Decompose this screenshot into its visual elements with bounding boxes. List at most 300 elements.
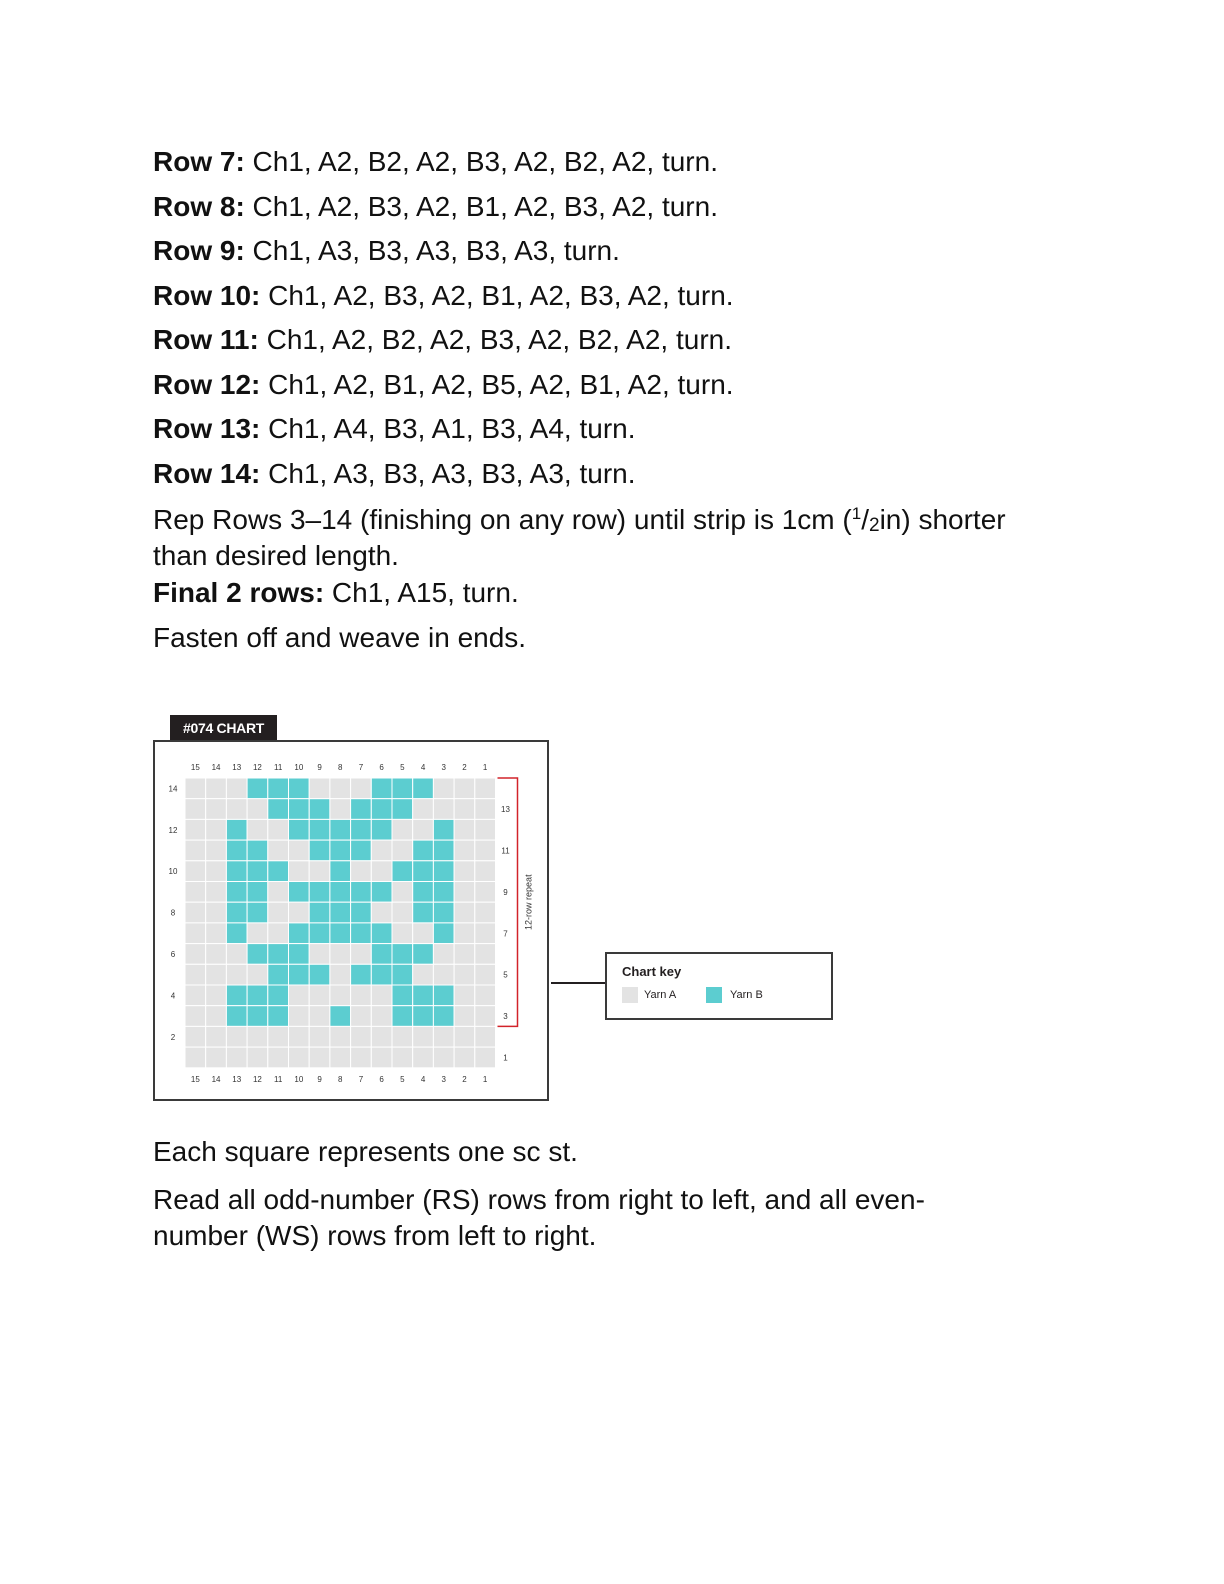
stitch-label-bottom: 2 <box>462 1074 467 1084</box>
chart-cell-yarn-a <box>371 985 392 1006</box>
stitch-label-bottom: 11 <box>273 1074 283 1084</box>
chart-cell-yarn-a <box>413 819 434 840</box>
chart-cell-yarn-b <box>392 944 413 965</box>
chart-cell-yarn-b <box>309 819 330 840</box>
row-instruction <box>153 229 1053 274</box>
chart-cell-yarn-a <box>289 1026 310 1047</box>
chart-cell-yarn-a <box>330 964 351 985</box>
stitch-label-bottom: 1 <box>482 1074 488 1084</box>
chart-cell-yarn-b <box>268 985 289 1006</box>
row-stitches: Ch1, A2, B3, A2, B1, A2, B3, A2, turn. <box>244 190 718 222</box>
stitch-label-top: 10 <box>294 763 304 772</box>
chart-cell-yarn-b <box>309 923 330 944</box>
row-label: Row 11: <box>153 324 259 355</box>
row-label: Row 13: <box>153 413 261 444</box>
stitch-label-top: 2 <box>462 763 467 772</box>
row-label-left: 6 <box>170 949 176 959</box>
chart-cell-yarn-b <box>247 840 268 861</box>
chart-cell-yarn-a <box>268 882 289 903</box>
row-label-right: 13 <box>501 805 510 815</box>
chart-cell-yarn-a <box>309 944 330 965</box>
chart-cell-yarn-b <box>289 923 310 944</box>
chart-cell-yarn-b <box>309 902 330 923</box>
chart-cell-yarn-a <box>268 923 289 944</box>
chart-cell-yarn-a <box>351 861 372 882</box>
chart-cell-yarn-b <box>371 778 392 799</box>
chart-cell-yarn-a <box>392 923 413 944</box>
row-label: Row 10: <box>153 279 261 311</box>
chart-cell-yarn-b <box>392 861 413 882</box>
row-label: Row 7: <box>153 146 245 177</box>
chart-cell-yarn-a <box>185 964 206 985</box>
stitch-label-bottom: 13 <box>232 1074 242 1084</box>
chart-cell-yarn-a <box>206 1026 227 1047</box>
chart-cell-yarn-a <box>351 1026 372 1047</box>
row-instruction <box>153 407 1053 452</box>
stitch-label-bottom: 15 <box>190 1074 200 1084</box>
chart-cell-yarn-a <box>454 840 475 861</box>
chart-cell-yarn-a <box>206 944 227 965</box>
repeat-instruction <box>153 502 1033 574</box>
chart-cell-yarn-b <box>413 840 434 861</box>
chart-cell-yarn-a <box>351 1047 372 1068</box>
stitch-label-bottom: 14 <box>211 1074 221 1084</box>
chart-cell-yarn-a <box>433 964 454 985</box>
repeat-text-end: in) shorter than desired length. <box>153 504 1006 571</box>
chart-cell-yarn-a <box>475 944 496 965</box>
row-label-left: 12 <box>168 825 178 835</box>
chart-cell-yarn-b <box>330 840 351 861</box>
chart-cell-yarn-a <box>454 944 475 965</box>
chart-cell-yarn-b <box>413 861 434 882</box>
chart-cell-yarn-a <box>309 1047 330 1068</box>
chart-cell-yarn-b <box>226 861 247 882</box>
chart-cell-yarn-a <box>185 923 206 944</box>
chart-cell-yarn-a <box>371 1006 392 1027</box>
chart-cell-yarn-a <box>309 778 330 799</box>
fraction-numerator: 1 <box>851 504 862 523</box>
chart-cell-yarn-b <box>433 923 454 944</box>
chart-cell-yarn-a <box>330 778 351 799</box>
chart-cell-yarn-a <box>206 985 227 1006</box>
chart-cell-yarn-a <box>433 1047 454 1068</box>
reading-direction-note: Read all odd-number (RS) rows from right to left, and all even-number (WS) rows from left to right. <box>153 1184 925 1251</box>
chart-cell-yarn-a <box>330 1026 351 1047</box>
chart-cell-yarn-a <box>413 1047 434 1068</box>
chart-cell-yarn-a <box>206 840 227 861</box>
row-instruction <box>153 363 1053 408</box>
repeat-bracket <box>498 778 518 1026</box>
chart-cell-yarn-b <box>433 985 454 1006</box>
chart-cell-yarn-b <box>226 882 247 903</box>
row-stitches: Ch1, A2, B1, A2, B5, A2, B1, A2, turn. <box>260 368 734 400</box>
chart-cell-yarn-a <box>475 778 496 799</box>
chart-cell-yarn-b <box>413 1006 434 1027</box>
stitch-label-top: 15 <box>190 763 200 772</box>
chart-cell-yarn-b <box>351 882 372 903</box>
chart-cell-yarn-b <box>268 944 289 965</box>
chart-cell-yarn-a <box>454 778 475 799</box>
chart-cell-yarn-b <box>351 819 372 840</box>
chart-cell-yarn-a <box>475 902 496 923</box>
chart-cell-yarn-a <box>185 985 206 1006</box>
chart-cell-yarn-a <box>475 1047 496 1068</box>
chart-cell-yarn-b <box>226 902 247 923</box>
row-label: Row 14: <box>153 457 261 489</box>
chart-cell-yarn-a <box>185 799 206 820</box>
chart-cell-yarn-a <box>268 1026 289 1047</box>
chart-cell-yarn-a <box>268 1047 289 1068</box>
chart-cell-yarn-a <box>268 819 289 840</box>
row-label-right: 3 <box>503 1012 508 1022</box>
chart-cell-yarn-a <box>392 840 413 861</box>
colorwork-chart <box>153 740 549 1101</box>
stitch-label-bottom: 5 <box>400 1074 405 1084</box>
row-label: Row 8: <box>153 190 245 222</box>
chart-cell-yarn-b <box>371 944 392 965</box>
final-rows-instruction <box>153 575 1033 611</box>
row-label-left: 8 <box>170 908 176 918</box>
row-stitches: Ch1, A3, B3, A3, B3, A3, turn. <box>260 457 636 489</box>
yarn-b-label: Yarn B <box>730 989 763 1001</box>
chart-cell-yarn-b <box>413 902 434 923</box>
chart-cell-yarn-a <box>206 1047 227 1068</box>
chart-cell-yarn-a <box>185 1006 206 1027</box>
chart-cell-yarn-b <box>309 882 330 903</box>
stitch-label-bottom: 8 <box>338 1074 343 1084</box>
stitch-label-bottom: 10 <box>294 1074 304 1084</box>
stitch-label-bottom: 9 <box>317 1074 322 1084</box>
chart-cell-yarn-a <box>268 902 289 923</box>
row-label-right: 7 <box>503 929 508 939</box>
chart-cell-yarn-a <box>454 861 475 882</box>
chart-cell-yarn-a <box>185 944 206 965</box>
chart-cell-yarn-a <box>268 840 289 861</box>
chart-cell-yarn-b <box>247 1006 268 1027</box>
chart-cell-yarn-a <box>330 985 351 1006</box>
stitch-label-top: 6 <box>379 763 384 772</box>
chart-cell-yarn-a <box>392 882 413 903</box>
stitch-label-bottom: 12 <box>252 1074 262 1084</box>
fraction-denominator: 2 <box>868 515 880 536</box>
chart-cell-yarn-b <box>433 1006 454 1027</box>
stitch-label-top: 11 <box>273 763 283 772</box>
chart-cell-yarn-b <box>289 799 310 820</box>
row-stitches: Ch1, A4, B3, A1, B3, A4, turn. <box>260 413 636 444</box>
chart-cell-yarn-a <box>475 1006 496 1027</box>
final-rows-text: Ch1, A15, turn. <box>324 577 519 608</box>
stitch-label-bottom: 6 <box>379 1074 384 1084</box>
chart-cell-yarn-a <box>475 923 496 944</box>
chart-cell-yarn-a <box>309 861 330 882</box>
chart-cell-yarn-b <box>247 902 268 923</box>
row-label: Row 9: <box>153 235 245 266</box>
chart-cell-yarn-a <box>289 1047 310 1068</box>
chart-cell-yarn-b <box>330 923 351 944</box>
chart-cell-yarn-a <box>247 1047 268 1068</box>
chart-cell-yarn-b <box>268 799 289 820</box>
chart-cell-yarn-a <box>371 1026 392 1047</box>
chart-cell-yarn-a <box>289 1006 310 1027</box>
row-label: Row 12: <box>153 368 261 400</box>
chart-cell-yarn-a <box>247 923 268 944</box>
chart-cell-yarn-b <box>351 923 372 944</box>
chart-cell-yarn-a <box>185 1047 206 1068</box>
chart-cell-yarn-b <box>413 882 434 903</box>
chart-cell-yarn-b <box>351 964 372 985</box>
chart-cell-yarn-b <box>226 923 247 944</box>
chart-cell-yarn-b <box>247 861 268 882</box>
row-label-left: 14 <box>168 784 178 794</box>
chart-cell-yarn-a <box>206 819 227 840</box>
chart-cell-yarn-b <box>226 985 247 1006</box>
chart-cell-yarn-a <box>454 985 475 1006</box>
chart-cell-yarn-a <box>351 1006 372 1027</box>
chart-cell-yarn-b <box>247 985 268 1006</box>
chart-cell-yarn-b <box>247 778 268 799</box>
square-note: Each square represents one sc st. <box>153 1136 578 1167</box>
chart-cell-yarn-a <box>392 819 413 840</box>
chart-cell-yarn-a <box>206 964 227 985</box>
chart-cell-yarn-b <box>309 799 330 820</box>
chart-cell-yarn-b <box>268 861 289 882</box>
chart-cell-yarn-b <box>371 923 392 944</box>
chart-cell-yarn-b <box>268 778 289 799</box>
chart-cell-yarn-a <box>330 799 351 820</box>
chart-cell-yarn-b <box>392 964 413 985</box>
chart-cell-yarn-b <box>351 799 372 820</box>
chart-cell-yarn-a <box>351 985 372 1006</box>
final-rows-label: Final 2 rows: <box>153 577 325 608</box>
repeat-label: 12-row repeat <box>523 874 534 930</box>
chart-key <box>605 952 833 1020</box>
row-instruction <box>153 140 1053 185</box>
chart-cell-yarn-a <box>454 1006 475 1027</box>
chart-cell-yarn-b <box>392 778 413 799</box>
chart-cell-yarn-a <box>206 778 227 799</box>
chart-cell-yarn-b <box>268 964 289 985</box>
row-label-right: 5 <box>503 970 508 980</box>
row-instructions <box>153 140 1053 496</box>
fasten-off-instruction: Fasten off and weave in ends. <box>153 622 527 653</box>
chart-cell-yarn-b <box>371 799 392 820</box>
chart-cell-yarn-a <box>454 819 475 840</box>
chart-cell-yarn-a <box>247 964 268 985</box>
stitch-label-top: 14 <box>211 763 221 772</box>
chart-cell-yarn-a <box>206 799 227 820</box>
chart-cell-yarn-a <box>185 882 206 903</box>
chart-title-tag: #074 CHART <box>170 715 277 741</box>
chart-cell-yarn-b <box>226 840 247 861</box>
chart-cell-yarn-a <box>309 985 330 1006</box>
stitch-label-top: 13 <box>232 763 242 772</box>
stitch-label-top: 3 <box>441 763 446 772</box>
chart-cell-yarn-a <box>185 861 206 882</box>
chart-cell-yarn-b <box>268 1006 289 1027</box>
chart-cell-yarn-a <box>330 1047 351 1068</box>
chart-cell-yarn-b <box>247 944 268 965</box>
chart-cell-yarn-a <box>433 1026 454 1047</box>
chart-cell-yarn-a <box>475 819 496 840</box>
stitch-label-top: 9 <box>317 763 322 772</box>
chart-cell-yarn-b <box>413 944 434 965</box>
chart-cell-yarn-b <box>289 944 310 965</box>
chart-cell-yarn-a <box>454 1047 475 1068</box>
row-label-right: 9 <box>503 887 508 897</box>
chart-cell-yarn-b <box>289 819 310 840</box>
chart-cell-yarn-a <box>454 902 475 923</box>
chart-key-title: Chart key <box>622 964 682 979</box>
chart-cell-yarn-a <box>371 840 392 861</box>
chart-cell-yarn-b <box>309 964 330 985</box>
chart-cell-yarn-b <box>371 882 392 903</box>
chart-cell-yarn-b <box>413 985 434 1006</box>
row-instruction <box>153 452 1053 497</box>
row-label-right: 1 <box>503 1053 508 1063</box>
yarn-b-swatch <box>706 987 722 1003</box>
chart-grid-svg <box>155 742 547 1099</box>
chart-cell-yarn-b <box>289 964 310 985</box>
chart-cell-yarn-a <box>185 819 206 840</box>
chart-cell-yarn-a <box>371 902 392 923</box>
chart-cell-yarn-a <box>371 861 392 882</box>
chart-cell-yarn-b <box>351 902 372 923</box>
chart-cell-yarn-b <box>289 778 310 799</box>
chart-cell-yarn-a <box>185 902 206 923</box>
chart-cell-yarn-a <box>392 902 413 923</box>
chart-cell-yarn-a <box>475 882 496 903</box>
stitch-label-top: 8 <box>338 763 343 772</box>
row-stitches: Ch1, A3, B3, A3, B3, A3, turn. <box>244 235 620 266</box>
chart-cell-yarn-a <box>475 985 496 1006</box>
stitch-label-top: 5 <box>400 763 405 772</box>
chart-cell-yarn-a <box>185 1026 206 1047</box>
chart-cell-yarn-a <box>206 902 227 923</box>
chart-cell-yarn-a <box>289 902 310 923</box>
chart-cell-yarn-b <box>330 819 351 840</box>
chart-cell-yarn-b <box>289 882 310 903</box>
chart-cell-yarn-a <box>413 964 434 985</box>
chart-cell-yarn-a <box>454 799 475 820</box>
chart-cell-yarn-a <box>392 1026 413 1047</box>
chart-cell-yarn-b <box>433 902 454 923</box>
yarn-a-swatch <box>622 987 638 1003</box>
stitch-label-bottom: 3 <box>441 1074 446 1084</box>
chart-cell-yarn-a <box>247 799 268 820</box>
chart-cell-yarn-a <box>226 778 247 799</box>
chart-cell-yarn-a <box>289 985 310 1006</box>
chart-cell-yarn-b <box>351 840 372 861</box>
chart-cell-yarn-a <box>185 840 206 861</box>
stitch-label-top: 7 <box>358 763 364 772</box>
chart-key-connector <box>551 982 605 984</box>
chart-cell-yarn-b <box>371 964 392 985</box>
chart-cell-yarn-a <box>475 799 496 820</box>
chart-cell-yarn-b <box>392 799 413 820</box>
chart-cell-yarn-a <box>475 1026 496 1047</box>
chart-cell-yarn-b <box>433 819 454 840</box>
chart-cell-yarn-a <box>226 799 247 820</box>
chart-cell-yarn-a <box>330 944 351 965</box>
chart-cell-yarn-a <box>475 861 496 882</box>
chart-cell-yarn-b <box>433 861 454 882</box>
chart-cell-yarn-a <box>226 1047 247 1068</box>
row-label-left: 4 <box>170 991 176 1001</box>
row-instruction <box>153 274 1053 319</box>
chart-cell-yarn-a <box>433 944 454 965</box>
chart-cell-yarn-a <box>309 1006 330 1027</box>
chart-cell-yarn-a <box>371 1047 392 1068</box>
fraction-slash: / <box>861 504 869 535</box>
chart-cell-yarn-a <box>454 964 475 985</box>
row-stitches: Ch1, A2, B3, A2, B1, A2, B3, A2, turn. <box>260 279 734 311</box>
stitch-label-top: 4 <box>420 763 426 772</box>
chart-cell-yarn-a <box>309 1026 330 1047</box>
chart-cell-yarn-b <box>247 882 268 903</box>
chart-cell-yarn-a <box>413 799 434 820</box>
chart-cell-yarn-a <box>226 944 247 965</box>
chart-cell-yarn-b <box>330 882 351 903</box>
chart-cell-yarn-a <box>475 840 496 861</box>
chart-cell-yarn-b <box>330 861 351 882</box>
chart-cell-yarn-a <box>206 1006 227 1027</box>
chart-cell-yarn-b <box>392 985 413 1006</box>
chart-cell-yarn-a <box>433 799 454 820</box>
stitch-label-top: 1 <box>482 763 488 772</box>
chart-cell-yarn-a <box>226 964 247 985</box>
chart-cell-yarn-b <box>226 1006 247 1027</box>
chart-cell-yarn-a <box>206 923 227 944</box>
row-label-left: 10 <box>168 867 178 877</box>
row-instruction <box>153 318 1053 363</box>
chart-cell-yarn-a <box>226 1026 247 1047</box>
stitch-label-bottom: 7 <box>358 1074 364 1084</box>
stitch-label-top: 12 <box>252 763 262 772</box>
chart-cell-yarn-a <box>206 882 227 903</box>
chart-cell-yarn-a <box>413 1026 434 1047</box>
chart-cell-yarn-b <box>309 840 330 861</box>
row-stitches: Ch1, A2, B2, A2, B3, A2, B2, A2, turn. <box>258 324 733 355</box>
chart-cell-yarn-b <box>226 819 247 840</box>
row-stitches: Ch1, A2, B2, A2, B3, A2, B2, A2, turn. <box>244 146 718 177</box>
chart-cell-yarn-a <box>206 861 227 882</box>
row-label-right: 11 <box>501 846 510 856</box>
chart-cell-yarn-a <box>185 778 206 799</box>
repeat-text-start: Rep Rows 3–14 (finishing on any row) until strip is 1cm ( <box>153 504 852 535</box>
chart-cell-yarn-a <box>289 861 310 882</box>
stitch-label-bottom: 4 <box>420 1074 426 1084</box>
chart-cell-yarn-b <box>330 902 351 923</box>
chart-cell-yarn-a <box>289 840 310 861</box>
chart-cell-yarn-a <box>433 778 454 799</box>
chart-cell-yarn-b <box>392 1006 413 1027</box>
chart-cell-yarn-a <box>454 1026 475 1047</box>
chart-cell-yarn-b <box>413 778 434 799</box>
row-label-left: 2 <box>170 1032 176 1042</box>
chart-cell-yarn-b <box>433 882 454 903</box>
chart-cell-yarn-a <box>247 819 268 840</box>
row-instruction <box>153 185 1053 230</box>
chart-cell-yarn-a <box>413 923 434 944</box>
chart-cell-yarn-b <box>433 840 454 861</box>
chart-cell-yarn-a <box>247 1026 268 1047</box>
yarn-a-label: Yarn A <box>644 989 677 1001</box>
chart-cell-yarn-a <box>454 882 475 903</box>
chart-cell-yarn-a <box>392 1047 413 1068</box>
chart-cell-yarn-a <box>475 964 496 985</box>
chart-cell-yarn-a <box>351 778 372 799</box>
chart-cell-yarn-a <box>454 923 475 944</box>
